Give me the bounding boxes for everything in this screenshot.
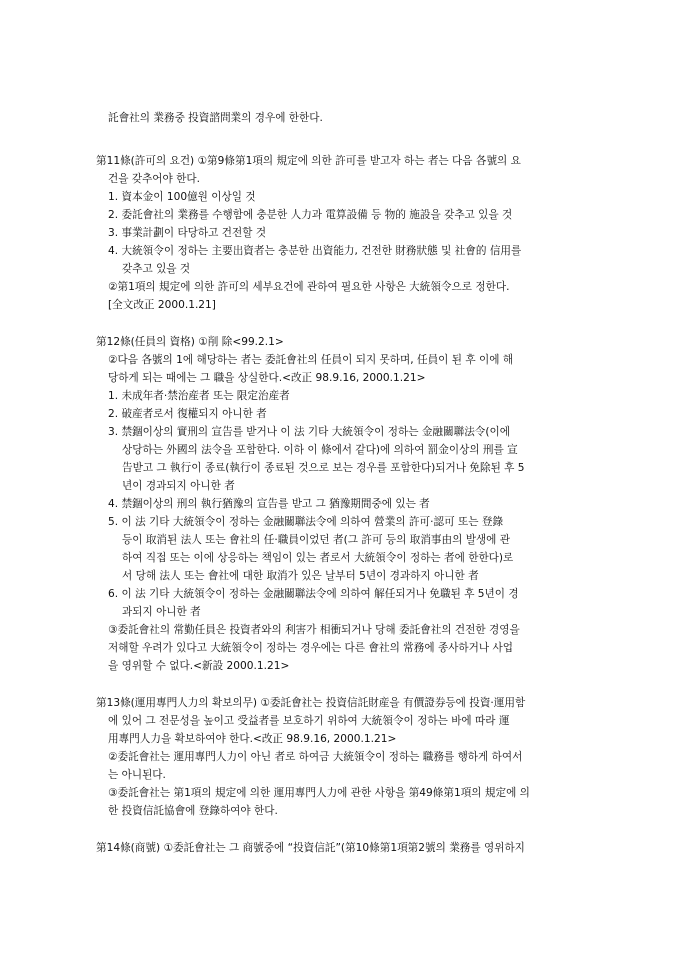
text-line: 告받고 그 執行이 종료(執行이 종료된 것으로 보는 경우를 포함한다)되거나 免除된 후 5	[122, 462, 525, 474]
text-line: 상당하는 外國의 法令을 포함한다. 이하 이 條에서 같다)에 의하여 罰金이상의 刑를 宣	[122, 444, 518, 456]
text-line: 5. 이 法 기타 大統領令이 정하는 金融關聯法令에 의하여 營業의 許可·認可 또는 登錄	[108, 516, 504, 528]
text-line: 6. 이 法 기타 大統領令이 정하는 金融關聯法令에 의하여 解任되거나 免職된 후 5년이 경	[108, 588, 519, 600]
text-line: 저해할 우려가 있다고 大統領令이 정하는 경우에는 다른 會社의 常務에 종사하거나 사업	[108, 642, 513, 654]
text-line: 2. 委託會社의 業務를 수행함에 충분한 人力과 電算設備 등 物的 施設을 갖추고 있을 것	[108, 209, 513, 221]
text-line: 1. 資本金이 100億원 이상일 것	[108, 191, 256, 203]
text-line: 4. 大統領令이 정하는 主要出資者는 충분한 出資能力, 건전한 財務狀態 및 社會的 信用를	[108, 245, 522, 257]
text-line: 는 아니된다.	[108, 769, 166, 781]
text-line: 등이 取消된 法人 또는 會社의 任·職員이었던 者(그 許可 등의 取消事由의 발생에 관	[122, 534, 511, 546]
article-12-heading: 第12條(任員의 資格) ①削 除<99.2.1>	[96, 336, 284, 348]
article-14-heading: 第14條(商號) ①委託會社는 그 商號중에 “投資信託”(第10條第1項第2號의 業務를 영위하지	[96, 842, 525, 854]
text-line: 3. 禁錮이상의 實刑의 宣告를 받거나 이 法 기타 大統領令이 정하는 金融關聯法令(이에	[108, 426, 510, 438]
text-line: 用專門人力을 확보하여야 한다.<改正 98.9.16, 2000.1.21>	[108, 733, 397, 745]
text-line: 託會社의 業務중 投資諮問業의 경우에 한한다.	[108, 112, 323, 124]
text-line: 과되지 아니한 者	[122, 606, 201, 618]
text-line: 하여 직접 또는 이에 상응하는 책임이 있는 者로서 大統領令이 정하는 者에 한한다)로	[122, 552, 514, 564]
text-line: 건을 갖추어야 한다.	[108, 173, 200, 185]
article-13-heading: 第13條(運用專門人力의 확보의무) ①委託會社는 投資信託財産을 有價證券등에 投資·運用함	[96, 697, 526, 709]
text-line: 4. 禁錮이상의 刑의 執行猶豫의 宣告를 받고 그 猶豫期間중에 있는 者	[108, 498, 430, 510]
article-11-heading: 第11條(許可의 요건) ①第9條第1項의 規定에 의한 許可를 받고자 하는 者는 다음 各號의 요	[96, 155, 521, 167]
text-line: 1. 未成年者·禁治産者 또는 限定治産者	[108, 390, 290, 402]
text-line: [全文改正 2000.1.21]	[108, 299, 216, 311]
text-line: 당하게 되는 때에는 그 職을 상실한다.<改正 98.9.16, 2000.1.21>	[108, 372, 426, 384]
text-line: 3. 事業計劃이 타당하고 건전할 것	[108, 227, 267, 239]
text-line: 갖추고 있을 것	[122, 263, 191, 275]
text-line: ③委託會社는 第1項의 規定에 의한 運用專門人力에 관한 사항을 第49條第1項의 規定에 의	[108, 787, 530, 799]
text-line: ②委託會社는 運用專門人力이 아닌 者로 하여금 大統領令이 정하는 職務를 행하게 하여서	[108, 751, 523, 763]
text-line: ③委託會社의 常勤任員은 投資者와의 利害가 相衝되거나 당해 委託會社의 건전한 경영을	[108, 624, 520, 636]
text-line: 한 投資信託協會에 登錄하여야 한다.	[108, 805, 278, 817]
text-line: 서 당해 法人 또는 會社에 대한 取消가 있은 날부터 5년이 경과하지 아니한 者	[122, 570, 479, 582]
text-line: ②다음 各號의 1에 해당하는 者는 委託會社의 任員이 되지 못하며, 任員이 된 후 이에 해	[108, 354, 514, 366]
text-line: 에 있어 그 전문성을 높이고 受益者를 보호하기 위하여 大統領令이 정하는 바에 따라 運	[108, 715, 510, 727]
text-line: 을 영위할 수 없다.<新設 2000.1.21>	[108, 660, 290, 672]
text-line: 년이 경과되지 아니한 者	[122, 480, 235, 492]
text-line: ②第1項의 規定에 의한 許可의 세부요건에 관하여 필요한 사항은 大統領令으로 정한다.	[108, 281, 510, 293]
text-line: 2. 破産者로서 復權되지 아니한 者	[108, 408, 267, 420]
